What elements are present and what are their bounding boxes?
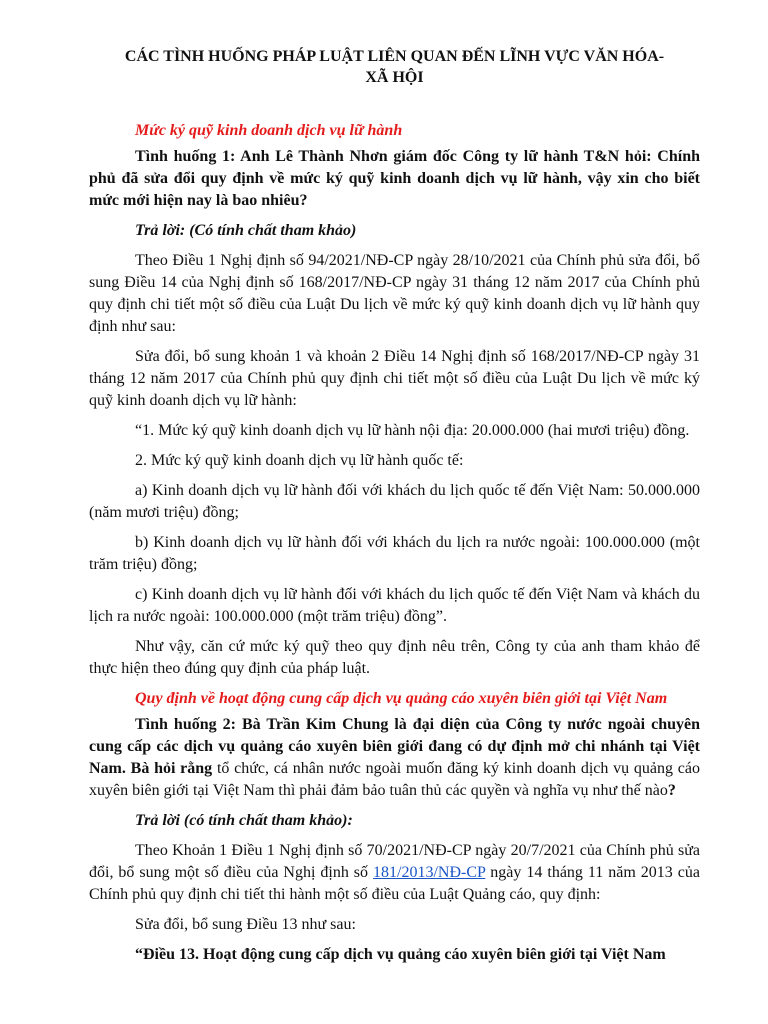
section1-paragraph-2: Sửa đổi, bổ sung khoản 1 và khoản 2 Điều 14 Nghị định số 168/2017/NĐ-CP ngày 31 tháng 12 năm 2017 của Chính phủ quy định chi tiết một số điều của Luật Du lịch về mức ký quỹ kinh doanh dịch vụ lữ hành: xyxy=(89,348,700,409)
article-13-title: “Điều 13. Hoạt động cung cấp dịch vụ quảng cáo xuyên biên giới tại Việt Nam xyxy=(135,946,666,963)
section1-paragraph-1: Theo Điều 1 Nghị định số 94/2021/NĐ-CP ngày 28/10/2021 của Chính phủ sửa đổi, bổ sung Điều 14 của Nghị định số 168/2017/NĐ-CP ngày 31 tháng 12 năm 2017 của Chính phủ quy định chi tiết một số điều của Luật Du lịch về mức ký quỹ kinh doanh dịch vụ lữ hành quy định như sau: xyxy=(89,252,700,335)
section2-paragraph-1 xyxy=(89,840,700,906)
section2-question-normal: tổ chức, cá nhân nước ngoài muốn đăng ký kinh doanh dịch vụ quảng cáo xuyên biên giới tại Việt Nam thì phải đảm bảo tuân thủ các quyền và nghĩa vụ như thế nào xyxy=(89,760,700,799)
section2-answer-label: Trả lời (có tính chất tham khảo): xyxy=(135,812,353,829)
section1-paragraph-8: Như vậy, căn cứ mức ký quỹ theo quy định nêu trên, Công ty của anh tham khảo để thực hiện theo đúng quy định của pháp luật. xyxy=(89,638,700,677)
title-line-1: CÁC TÌNH HUỐNG PHÁP LUẬT LIÊN QUAN ĐẾN LĨNH VỰC VĂN HÓA- xyxy=(124,48,665,65)
document-title xyxy=(89,46,700,88)
title-line-2: XÃ HỘI xyxy=(365,69,424,86)
section2-paragraph-2: Sửa đổi, bổ sung Điều 13 như sau: xyxy=(135,916,356,933)
section1-paragraph-7: c) Kinh doanh dịch vụ lữ hành đối với khách du lịch quốc tế đến Việt Nam và khách du lịch ra nước ngoài: 100.000.000 (một trăm triệu) đồng”. xyxy=(89,586,700,625)
section2-p1-before: Theo Khoản 1 Điều 1 Nghị định số 70/2021/NĐ-CP ngày 20/7/2021 của Chính phủ sửa đổi, bổ sung một số điều của Nghị định số xyxy=(89,842,700,881)
section2-question xyxy=(89,714,700,802)
section1-paragraph-6: b) Kinh doanh dịch vụ lữ hành đối với khách du lịch ra nước ngoài: 100.000.000 (một trăm triệu) đồng; xyxy=(89,534,700,573)
section1-question: Tình huống 1: Anh Lê Thành Nhơn giám đốc Công ty lữ hành T&N hỏi: Chính phủ đã sửa đổi quy định về mức ký quỹ kinh doanh dịch vụ lữ hành, vậy xin cho biết mức mới hiện nay là bao nhiêu? xyxy=(89,148,700,209)
section1-answer-label: Trả lời: (Có tính chất tham khảo) xyxy=(135,222,357,239)
section2-question-end: ? xyxy=(667,782,676,799)
decree-link[interactable]: 181/2013/NĐ-CP xyxy=(373,864,486,881)
section1-heading: Mức ký quỹ kinh doanh dịch vụ lữ hành xyxy=(135,122,403,139)
section2-heading: Quy định về hoạt động cung cấp dịch vụ quảng cáo xuyên biên giới tại Việt Nam xyxy=(135,690,668,707)
section2-p1-after: ngày 14 tháng 11 năm 2013 của Chính phủ quy định chi tiết thi hành một số điều của Luật Quảng cáo, quy định: xyxy=(89,864,700,903)
section1-paragraph-3: “1. Mức ký quỹ kinh doanh dịch vụ lữ hành nội địa: 20.000.000 (hai mươi triệu) đồng. xyxy=(135,422,690,439)
section1-paragraph-4: 2. Mức ký quỹ kinh doanh dịch vụ lữ hành quốc tế: xyxy=(135,452,464,469)
section2-question-bold: Tình huống 2: Bà Trần Kim Chung là đại diện của Công ty nước ngoài chuyên cung cấp các dịch vụ quảng cáo xuyên biên giới đang có dự định mở chi nhánh tại Việt Nam. Bà hỏi rằng xyxy=(89,716,700,777)
section1-paragraph-5: a) Kinh doanh dịch vụ lữ hành đối với khách du lịch quốc tế đến Việt Nam: 50.000.000 (năm mươi triệu) đồng; xyxy=(89,482,700,521)
